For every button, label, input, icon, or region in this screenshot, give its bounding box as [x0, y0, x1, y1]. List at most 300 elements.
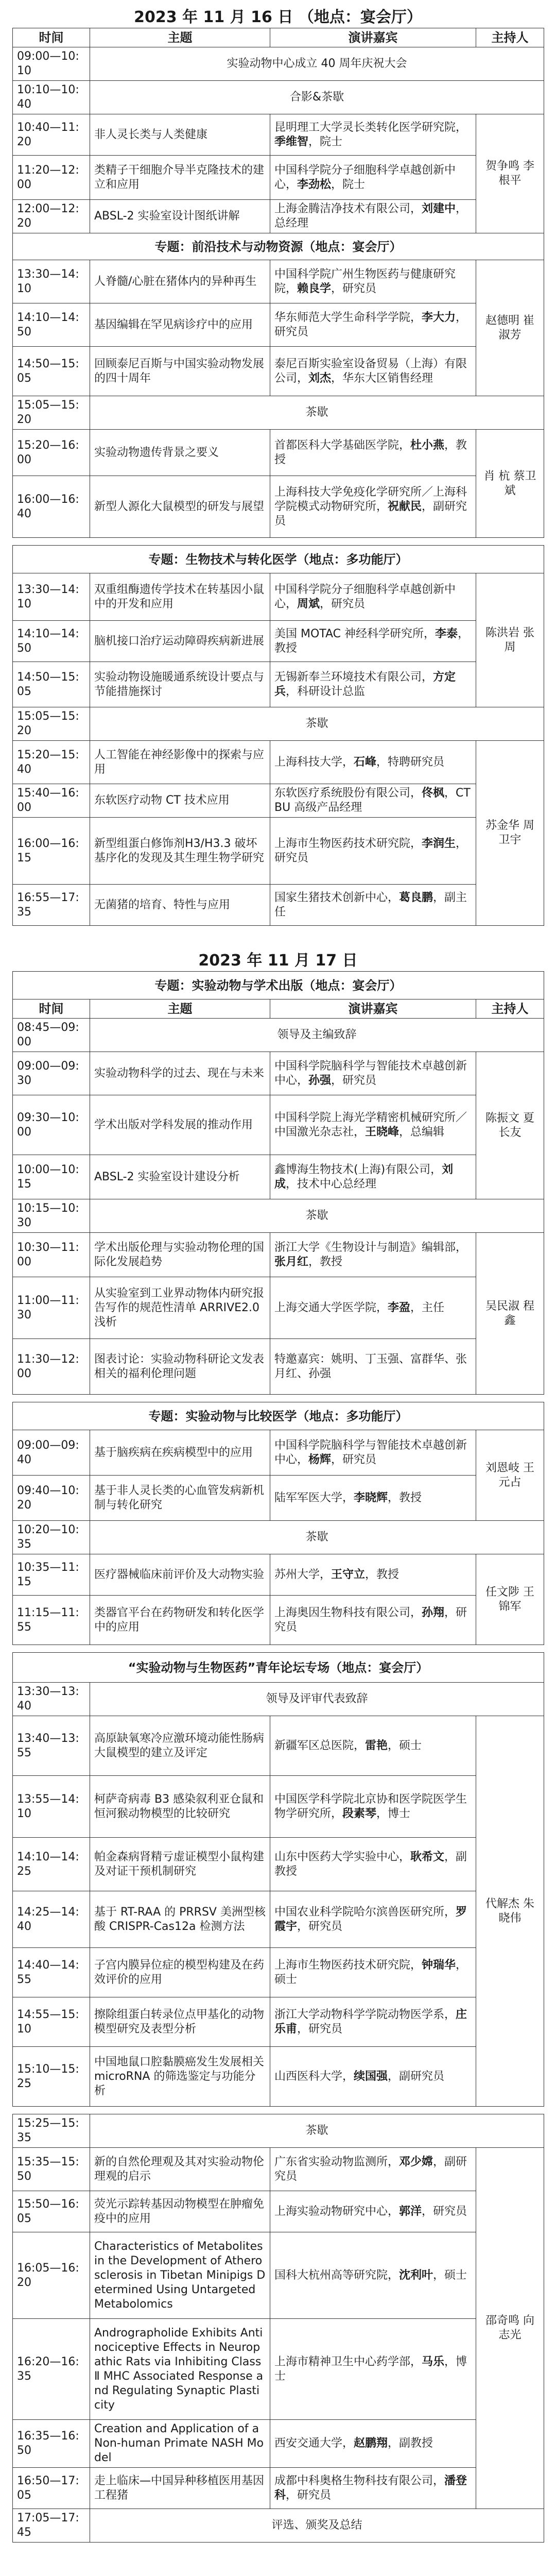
speaker-cell	[270, 1339, 476, 1395]
time-cell: 14:10—14:50	[13, 303, 90, 347]
time-cell: 16:35—16:50	[13, 2420, 90, 2468]
time-cell: 14:10—14:50	[13, 621, 90, 662]
topic-cell: 无菌猪的培育、特性与应用	[90, 885, 270, 926]
speaker-title: ，副研究员	[274, 2155, 467, 2183]
speaker-affiliation: 国家生猪技术创新中心，	[274, 891, 399, 904]
speaker-cell	[270, 784, 476, 818]
speaker-title: ，科研设计总监	[286, 685, 366, 698]
speaker-name: 王晓峰	[365, 1125, 399, 1139]
topic-cell: 实验动物科学的过去、现在与未来	[90, 1052, 270, 1095]
time-cell: 13:40—13:55	[13, 1716, 90, 1776]
speaker-title: ，院士	[308, 135, 343, 148]
speaker-name: 邓少嫦	[399, 2155, 433, 2168]
time-cell: 14:25—14:40	[13, 1891, 90, 1948]
topic-cell: 回顾泰尼百斯与中国实验动物发展的四十周年	[90, 347, 270, 396]
agenda-row	[13, 1019, 544, 1052]
time-cell: 15:20—16:00	[13, 430, 90, 476]
topic-cell: 新型组蛋白修饰剂H3/H3.3 破坏基序化的发现及其生理生物学研究	[90, 818, 270, 885]
topic-cell: Characteristics of Metabolites in the Development of Atherosclerosis in Tibetan Minipigs Determined Using Untargeted Metabolomics	[90, 2232, 270, 2319]
speaker-title: ，技术中心总经理	[286, 1177, 377, 1191]
event-cell: 茶歇	[90, 707, 544, 741]
talk-row	[13, 1277, 544, 1339]
speaker-cell	[270, 885, 476, 926]
day2-table-comparative	[12, 1402, 544, 1645]
time-cell: 09:00—09:30	[13, 1052, 90, 1095]
speaker-name: 季维智	[274, 135, 309, 148]
speaker-affiliation: 浙江大学《生物设计与制造》编辑部，	[274, 1241, 467, 1254]
time-cell: 14:50—15:05	[13, 662, 90, 707]
speaker-affiliation: 上海实验动物研究中心，	[274, 2205, 399, 2218]
speaker-cell	[270, 573, 476, 621]
speaker-title: ，研究员	[274, 837, 467, 865]
speaker-title: ，研究员	[297, 2022, 343, 2036]
host-cell: 陈振文 夏长友	[476, 1052, 544, 1199]
speaker-cell	[270, 156, 476, 200]
time-cell: 10:30—11:00	[13, 1233, 90, 1277]
speaker-affiliation: 特邀嘉宾：姚明、丁玉强、富群华、张月红、孙强	[274, 1352, 467, 1380]
speaker-title: ，研究员	[274, 311, 467, 338]
talk-row	[13, 2191, 544, 2232]
time-cell: 10:15—10:30	[13, 1199, 90, 1233]
speaker-affiliation: 无锡新奉兰环境技术有限公司，	[274, 670, 433, 684]
topic-cell: 实验动物设施暖通系统设计要点与节能措施探讨	[90, 662, 270, 707]
session-title: 专题：前沿技术与动物资源（地点：宴会厅）	[13, 233, 544, 260]
topic-cell: ABSL-2 实验室设计图纸讲解	[90, 200, 270, 233]
speaker-affiliation: 上海科技大学，	[274, 755, 354, 769]
speaker-cell	[270, 741, 476, 784]
speaker-affiliation: 上海科技大学免疫化学研究所／上海科学院模式动物研究所，	[274, 485, 467, 513]
talk-row	[13, 1838, 544, 1891]
speaker-title: ，华东大区销售经理	[331, 371, 433, 385]
time-cell: 14:55—15:10	[13, 1997, 90, 2047]
speaker-cell	[270, 818, 476, 885]
speaker-name: 李劲松	[297, 178, 332, 191]
speaker-cell	[270, 303, 476, 347]
column-header: 演讲嘉宾	[270, 28, 476, 47]
talk-row	[13, 2047, 544, 2107]
speaker-affiliation: 上海交通大学医学院，	[274, 1301, 388, 1314]
column-header: 主持人	[476, 28, 544, 47]
speaker-cell	[270, 200, 476, 233]
time-cell: 10:40—11:20	[13, 114, 90, 156]
speaker-name: 段素琴	[342, 1807, 377, 1820]
speaker-title: ，副研究员	[388, 2070, 445, 2083]
agenda-row	[13, 1199, 544, 1233]
host-cell: 贺争鸣 李根平	[476, 114, 544, 233]
speaker-name: 孙强	[308, 1074, 332, 1087]
speaker-title: ，总经理	[274, 202, 467, 230]
speaker-name: 王守立	[331, 1568, 366, 1581]
talk-row	[13, 260, 544, 303]
speaker-title: ，博士	[376, 1807, 411, 1820]
topic-cell: 学术出版伦理与实验动物伦理的国际化发展趋势	[90, 1233, 270, 1277]
speaker-affiliation: 上海奥因生物科技有限公司，	[274, 1606, 422, 1619]
speaker-title: ，教授	[308, 1255, 343, 1268]
time-cell: 16:05—16:20	[13, 2232, 90, 2319]
topic-cell: 走上临床—中国异种移植医用基因工程猪	[90, 2468, 270, 2509]
topic-cell: 人工智能在神经影像中的探索与应用	[90, 741, 270, 784]
time-cell: 15:25—15:35	[13, 2114, 90, 2148]
speaker-title: ，教授	[274, 438, 467, 466]
speaker-cell	[270, 1052, 476, 1095]
speaker-cell	[270, 2232, 476, 2319]
speaker-name: 李大力	[422, 311, 456, 324]
speaker-title: ，总编辑	[399, 1125, 445, 1139]
speaker-name: 石峰	[354, 755, 377, 769]
host-cell: 肖 杭 蔡卫斌	[476, 430, 544, 538]
speaker-affiliation: 昆明理工大学灵长类转化医学研究院，	[274, 121, 467, 134]
speaker-title: ，主任	[410, 1301, 445, 1314]
speaker-cell	[270, 430, 476, 476]
talk-row	[13, 1716, 544, 1776]
speaker-name: 李泰	[435, 627, 458, 640]
event-cell: 评选、颁奖及总结	[90, 2509, 544, 2543]
time-cell: 15:05—15:20	[13, 707, 90, 741]
speaker-cell	[270, 1277, 476, 1339]
speaker-name: 杨辉	[308, 1453, 332, 1466]
event-cell: 合影&茶歇	[90, 81, 544, 114]
speaker-affiliation: 华东师范大学生命科学学院，	[274, 311, 422, 324]
agenda-row	[13, 81, 544, 114]
speaker-name: 葛良鹏	[399, 891, 433, 904]
time-cell: 14:50—15:05	[13, 347, 90, 396]
host-cell: 代解杰 朱晓伟	[476, 1716, 544, 2107]
time-cell: 15:20—15:40	[13, 741, 90, 784]
time-cell: 13:30—14:10	[13, 573, 90, 621]
host-cell: 吴民淑 程 鑫	[476, 1233, 544, 1395]
speaker-title: ，副主任	[274, 891, 467, 919]
speaker-cell	[270, 1997, 476, 2047]
talk-row	[13, 1095, 544, 1155]
speaker-cell	[270, 476, 476, 538]
speaker-affiliation: 中国农业科学院哈尔滨兽医研究所，	[274, 1905, 456, 1919]
topic-cell: 类精子干细胞介导半克隆技术的建立和应用	[90, 156, 270, 200]
agenda-row	[13, 1683, 544, 1716]
talk-row	[13, 1233, 544, 1277]
topic-cell: 子宫内膜异位症的模型构建及在药效评价的应用	[90, 1948, 270, 1997]
speaker-cell	[270, 1476, 476, 1521]
speaker-cell	[270, 1716, 476, 1776]
speaker-title: ，副教授	[388, 2437, 433, 2450]
speaker-title: ，博士	[274, 2355, 467, 2383]
speaker-cell	[270, 2148, 476, 2191]
speaker-name: 孙翔	[422, 1606, 445, 1619]
talk-row	[13, 662, 544, 707]
session-title: 专题：实验动物与比较医学（地点：多功能厅）	[13, 1402, 544, 1430]
speaker-cell	[270, 1596, 476, 1645]
topic-cell: 实验动物遗传背景之要义	[90, 430, 270, 476]
event-cell: 茶歇	[90, 1521, 544, 1554]
column-header: 主题	[90, 28, 270, 47]
topic-cell: 类器官平台在药物研发和转化医学中的应用	[90, 1596, 270, 1645]
speaker-name: 赵鹏翔	[354, 2437, 388, 2450]
speaker-title: ，研究员	[331, 282, 377, 295]
column-header: 演讲嘉宾	[270, 999, 476, 1019]
speaker-cell	[270, 2468, 476, 2509]
speaker-cell	[270, 2047, 476, 2107]
talk-row	[13, 1596, 544, 1645]
time-cell: 10:00—10:15	[13, 1155, 90, 1199]
topic-cell: 图表讨论：实验动物科研论文发表相关的福利伦理问题	[90, 1339, 270, 1395]
time-cell: 10:20—10:35	[13, 1521, 90, 1554]
talk-row	[13, 430, 544, 476]
speaker-title: ，院士	[331, 178, 366, 191]
session-title: “实验动物与生物医药”青年论坛专场（地点：宴会厅）	[13, 1653, 544, 1683]
speaker-cell	[270, 2191, 476, 2232]
talk-row	[13, 156, 544, 200]
time-cell: 09:30—10:00	[13, 1095, 90, 1155]
talk-row	[13, 2420, 544, 2468]
speaker-cell	[270, 1430, 476, 1476]
host-cell: 刘恩岐 王元占	[476, 1430, 544, 1521]
event-cell: 茶歇	[90, 2114, 544, 2148]
speaker-name: 李晓辉	[354, 1491, 388, 1504]
speaker-name: 李盈	[388, 1301, 411, 1314]
time-cell: 16:20—16:35	[13, 2319, 90, 2420]
day1-title: 2023 年 11 月 16 日 （地点：宴会厅）	[134, 8, 422, 26]
day2-table	[12, 971, 544, 1395]
talk-row	[13, 1476, 544, 1521]
speaker-name: 罗霞宇	[274, 1905, 467, 1933]
time-cell: 11:15—11:55	[13, 1596, 90, 1645]
agenda-row	[13, 2114, 544, 2148]
speaker-affiliation: 上海市精神卫生中心药学部，	[274, 2355, 422, 2368]
speaker-name: 庄乐甫	[274, 2008, 467, 2036]
topic-cell: 从实验室到工业界动物体内研究报告写作的规范性清单 ARRIVE2.0 浅析	[90, 1277, 270, 1339]
time-cell: 15:35—15:50	[13, 2148, 90, 2191]
talk-row	[13, 741, 544, 784]
speaker-affiliation: 山西医科大学，	[274, 2070, 354, 2083]
speaker-name: 刘杰	[308, 371, 332, 385]
time-cell: 09:00—09:40	[13, 1430, 90, 1476]
day1-table	[12, 28, 544, 538]
topic-cell: 荧光示踪转基因动物模型在肿瘤免疫中的应用	[90, 2191, 270, 2232]
talk-row	[13, 347, 544, 396]
speaker-title: ，特聘研究员	[376, 755, 445, 769]
speaker-affiliation: 中国科学院分子细胞科学卓越创新中心，	[274, 163, 456, 191]
time-cell: 13:30—14:10	[13, 260, 90, 303]
talk-row	[13, 2468, 544, 2509]
session-row	[13, 546, 544, 573]
day2-section	[12, 951, 544, 2543]
topic-cell: 医疗器械临床前评价及大动物实验	[90, 1554, 270, 1596]
time-cell: 16:50—17:05	[13, 2468, 90, 2509]
speaker-cell	[270, 2420, 476, 2468]
topic-cell: 帕金森病肾精亏虚证模型小鼠构建及对证干预机制研究	[90, 1838, 270, 1891]
talk-row	[13, 1052, 544, 1095]
speaker-name: 潘登科	[274, 2474, 467, 2502]
speaker-cell	[270, 114, 476, 156]
topic-cell: 非人灵长类与人类健康	[90, 114, 270, 156]
talk-row	[13, 2319, 544, 2420]
speaker-cell	[270, 1233, 476, 1277]
topic-cell: 基因编辑在罕见病诊疗中的应用	[90, 303, 270, 347]
session-row	[13, 233, 544, 260]
speaker-cell	[270, 2319, 476, 2420]
speaker-cell	[270, 260, 476, 303]
speaker-affiliation: 东软医疗系统股份有限公司，	[274, 787, 422, 800]
speaker-affiliation: 陆军军医大学，	[274, 1491, 354, 1504]
talk-row	[13, 621, 544, 662]
speaker-cell	[270, 1948, 476, 1997]
speaker-title: ，硕士	[274, 1958, 467, 1986]
talk-row	[13, 885, 544, 926]
column-header: 主持人	[476, 999, 544, 1019]
speaker-cell	[270, 621, 476, 662]
speaker-cell	[270, 1838, 476, 1891]
speaker-name: 郭洋	[399, 2205, 422, 2218]
speaker-name: 方定兵	[274, 670, 456, 698]
speaker-name: 雷艳	[365, 1739, 388, 1752]
time-cell: 11:00—11:30	[13, 1277, 90, 1339]
talk-row	[13, 200, 544, 233]
speaker-cell	[270, 662, 476, 707]
day2-title: 2023 年 11 月 17 日	[198, 952, 358, 970]
host-cell: 赵德明 崔淑芳	[476, 260, 544, 396]
speaker-affiliation: 浙江大学动物科学学院动物医学系，	[274, 2008, 456, 2021]
talk-row	[13, 114, 544, 156]
speaker-affiliation: 西安交通大学，	[274, 2437, 354, 2450]
agenda-row	[13, 396, 544, 430]
time-cell: 09:40—10:20	[13, 1476, 90, 1521]
speaker-title: ，研究员	[274, 1606, 467, 1634]
speaker-cell	[270, 1891, 476, 1948]
session-row	[13, 1653, 544, 1683]
time-cell: 15:40—16:00	[13, 784, 90, 818]
speaker-affiliation: 中国科学院上海光学精密机械研究所／中国激光杂志社，	[274, 1111, 467, 1139]
speaker-name: 张月红	[274, 1255, 309, 1268]
topic-cell: Creation and Application of a Non-human Primate NASH Model	[90, 2420, 270, 2468]
speaker-name: 祝献民	[388, 500, 422, 513]
session-title: 专题：实验动物与学术出版（地点：宴会厅）	[13, 972, 544, 999]
event-cell: 领导及评审代表致辞	[90, 1683, 544, 1716]
speaker-cell	[270, 1776, 476, 1838]
topic-cell: 东软医疗动物 CT 技术应用	[90, 784, 270, 818]
host-cell: 陈洪岩 张 周	[476, 573, 544, 707]
talk-row	[13, 1430, 544, 1476]
time-cell: 11:30—12:00	[13, 1339, 90, 1395]
time-cell: 17:05—17:45	[13, 2509, 90, 2543]
speaker-title: ，副研究员	[274, 500, 467, 528]
session-row	[13, 972, 544, 999]
speaker-affiliation: 新疆军区总医院，	[274, 1739, 366, 1752]
header-row	[13, 999, 544, 1019]
speaker-title: ，硕士	[388, 1739, 422, 1752]
time-cell: 13:30—13:40	[13, 1683, 90, 1716]
speaker-affiliation: 泰尼百斯实验室设备贸易（上海）有限公司，	[274, 357, 467, 385]
talk-row	[13, 1997, 544, 2047]
speaker-affiliation: 上海金腾洁净技术有限公司，	[274, 202, 422, 215]
talk-row	[13, 1776, 544, 1838]
speaker-title: ，硕士	[433, 2268, 467, 2282]
topic-cell: 学术出版对学科发展的推动作用	[90, 1095, 270, 1155]
day2-table-youth-forum-2	[12, 2114, 544, 2543]
time-cell: 12:00—12:20	[13, 200, 90, 233]
speaker-name: 赖良学	[297, 282, 332, 295]
talk-row	[13, 818, 544, 885]
speaker-title: ，CT BU 高级产品经理	[274, 787, 471, 814]
topic-cell: 脑机接口治疗运动障碍疾病新进展	[90, 621, 270, 662]
speaker-name: 钟瑞华	[422, 1958, 456, 1972]
speaker-title: ，研究员	[320, 597, 366, 611]
time-cell: 14:40—14:55	[13, 1948, 90, 1997]
speaker-cell	[270, 1554, 476, 1596]
talk-row	[13, 1891, 544, 1948]
time-cell: 11:20—12:00	[13, 156, 90, 200]
time-cell: 16:55—17:35	[13, 885, 90, 926]
speaker-affiliation: 鑫博海生物技术(上海)有限公司，	[274, 1163, 442, 1176]
speaker-cell	[270, 1155, 476, 1199]
speaker-affiliation: 广东省实验动物监测所，	[274, 2155, 399, 2168]
agenda-row	[13, 2509, 544, 2543]
speaker-affiliation: 中国科学院分子细胞科学卓越创新中心，	[274, 583, 456, 611]
day2-table-youth-forum	[12, 1652, 544, 2107]
agenda-row	[13, 47, 544, 81]
talk-row	[13, 2148, 544, 2191]
speaker-cell	[270, 1095, 476, 1155]
session-row	[13, 1402, 544, 1430]
speaker-title: ，研究员	[331, 1453, 377, 1466]
speaker-title: ，教授	[274, 627, 470, 655]
column-header: 时间	[13, 28, 90, 47]
talk-row	[13, 573, 544, 621]
speaker-name: 马乐	[422, 2355, 445, 2368]
speaker-name: 耿希文	[410, 1850, 445, 1863]
speaker-title: ，研究员	[331, 1074, 377, 1087]
event-cell: 领导及主编致辞	[90, 1019, 544, 1052]
event-cell: 茶歇	[90, 1199, 544, 1233]
time-cell: 16:00—16:15	[13, 818, 90, 885]
topic-cell: 人脊髓/心脏在猪体内的异种再生	[90, 260, 270, 303]
speaker-affiliation: 上海市生物医药技术研究院，	[274, 1958, 422, 1972]
topic-cell: 擦除组蛋白转录位点甲基化的动物模型研究及表型分析	[90, 1997, 270, 2047]
column-header: 主题	[90, 999, 270, 1019]
speaker-title: ，教授	[365, 1568, 399, 1581]
talk-row	[13, 1339, 544, 1395]
talk-row	[13, 476, 544, 538]
speaker-name: 沈利叶	[399, 2268, 433, 2282]
agenda-row	[13, 707, 544, 741]
time-cell: 15:50—16:05	[13, 2191, 90, 2232]
event-cell: 茶歇	[90, 396, 544, 430]
speaker-affiliation: 中国科学院脑科学与智能技术卓越创新中心，	[274, 1059, 467, 1087]
speaker-name: 刘成	[274, 1163, 454, 1191]
speaker-affiliation: 上海市生物医药技术研究院，	[274, 837, 422, 850]
session-title: 专题：生物技术与转化医学（地点：多功能厅）	[13, 546, 544, 573]
speaker-title: ，副教授	[274, 1850, 467, 1878]
topic-cell: 新型人源化大鼠模型的研发与展望	[90, 476, 270, 538]
talk-row	[13, 1948, 544, 1997]
time-cell: 08:45—09:00	[13, 1019, 90, 1052]
host-cell: 邵奇鸣 向志光	[476, 2148, 544, 2509]
column-header: 时间	[13, 999, 90, 1019]
topic-cell: Andrographolide Exhibits Antinociceptive Effects in Neuropathic Rats via Inhibiting Class Ⅱ MHC Associated Response and Regulating Synaptic Plasticity	[90, 2319, 270, 2420]
speaker-affiliation: 美国 MOTAC 神经科学研究所，	[274, 627, 436, 640]
speaker-title: ，研究员	[422, 2205, 467, 2218]
time-cell: 10:10—10:40	[13, 81, 90, 114]
time-cell: 16:00—16:40	[13, 476, 90, 538]
topic-cell: 新的自然伦理观及其对实验动物伦理观的启示	[90, 2148, 270, 2191]
talk-row	[13, 784, 544, 818]
speaker-title: ，研究员	[286, 2488, 332, 2502]
event-cell: 实验动物中心成立 40 周年庆祝大会	[90, 47, 544, 81]
topic-cell: 高原缺氧寒冷应激环境动能性肠病大鼠模型的建立及评定	[90, 1716, 270, 1776]
speaker-name: 刘建中	[422, 202, 456, 215]
speaker-title: ，研究员	[297, 1920, 343, 1933]
speaker-name: 周斌	[297, 597, 320, 611]
time-cell: 10:35—11:15	[13, 1554, 90, 1596]
speaker-affiliation: 中国科学院脑科学与智能技术卓越创新中心，	[274, 1438, 467, 1466]
